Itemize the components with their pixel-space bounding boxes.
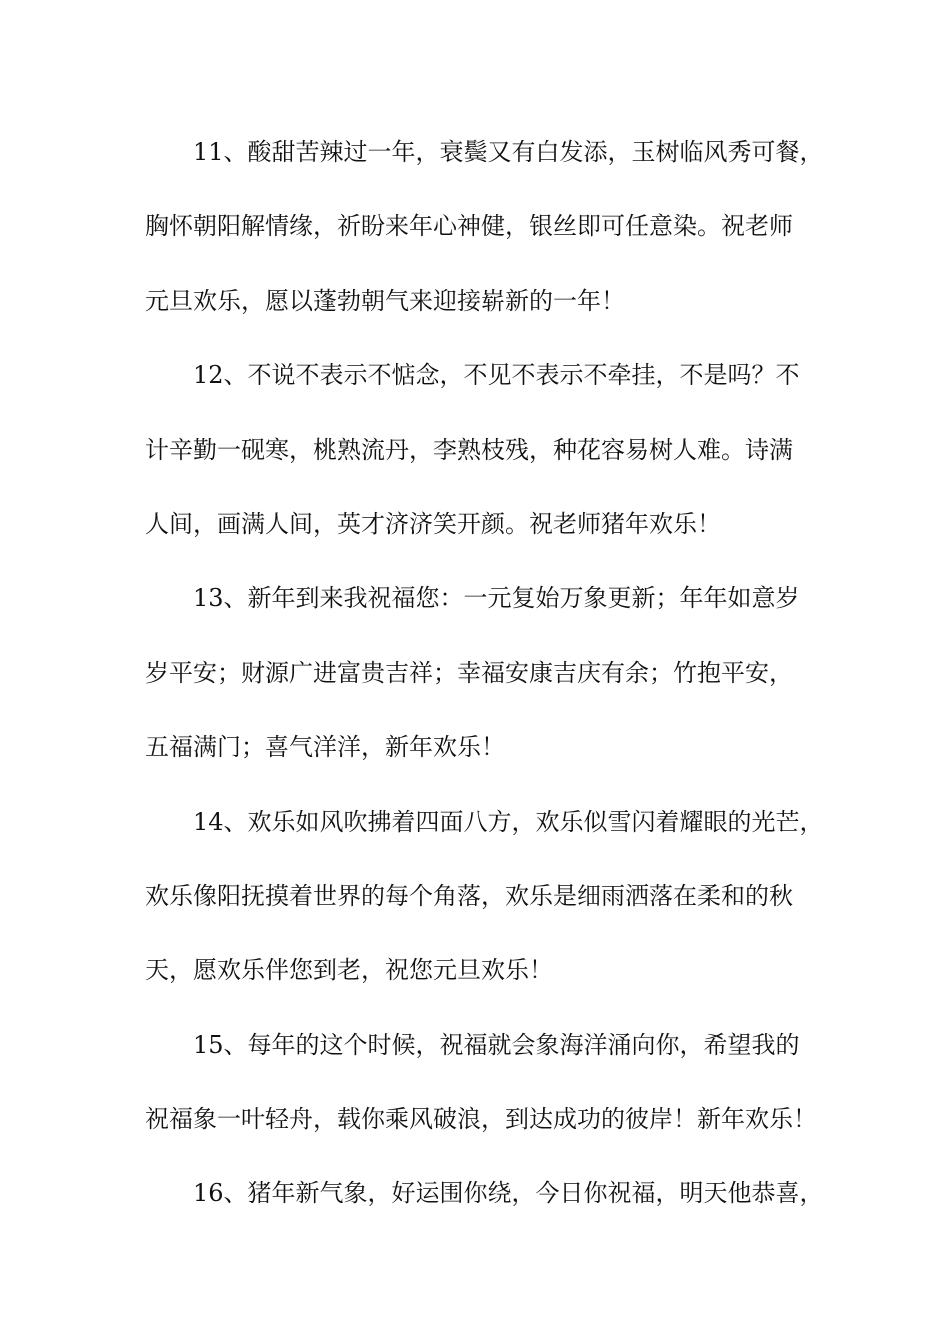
text-line: 计辛勤一砚寒，桃熟流丹，李熟枝残，种花容易树人难。诗满: [145, 435, 793, 464]
paragraph-15: [145, 1020, 835, 1169]
text-line: 人间，画满人间，英才济济笑开颜。祝老师猪年欢乐！: [145, 509, 721, 538]
text-line: 元旦欢乐，愿以蓬勃朝气来迎接崭新的一年！: [145, 286, 625, 315]
document-body: [145, 127, 835, 1243]
paragraph-14: [145, 797, 835, 1020]
paragraph-12: [145, 350, 835, 573]
text-line: 岁平安；财源广进富贵吉祥；幸福安康吉庆有余；竹抱平安，: [145, 658, 793, 687]
text-line: 五福满门；喜气洋洋，新年欢乐！: [145, 733, 505, 762]
text-line: 胸怀朝阳解情缘，祈盼来年心神健，银丝即可任意染。祝老师: [145, 212, 793, 241]
text-line: 13、新年到来我祝福您：一元复始万象更新；年年如意岁: [193, 584, 800, 613]
text-line: 11、酸甜苦辣过一年，衰鬓又有白发添，玉树临风秀可餐，: [193, 138, 824, 166]
text-line: 12、不说不表示不惦念，不见不表示不牵挂，不是吗？不: [193, 361, 800, 390]
text-line: 祝福象一叶轻舟，载你乘风破浪，到达成功的彼岸！新年欢乐！: [145, 1105, 817, 1134]
paragraph-11: [145, 127, 835, 350]
text-line: 15、每年的这个时候，祝福就会象海洋涌向你，希望我的: [193, 1030, 800, 1059]
text-line: 14、欢乐如风吹拂着四面八方，欢乐似雪闪着耀眼的光芒，: [193, 807, 824, 836]
text-line: 欢乐像阳抚摸着世界的每个角落，欢乐是细雨洒落在柔和的秋: [145, 881, 793, 910]
text-line: 天，愿欢乐伴您到老，祝您元旦欢乐！: [145, 956, 553, 985]
text-line: 16、猪年新气象，好运围你绕，今日你祝福，明天他恭喜，: [193, 1179, 824, 1208]
paragraph-16: [145, 1168, 835, 1242]
paragraph-13: [145, 573, 835, 796]
